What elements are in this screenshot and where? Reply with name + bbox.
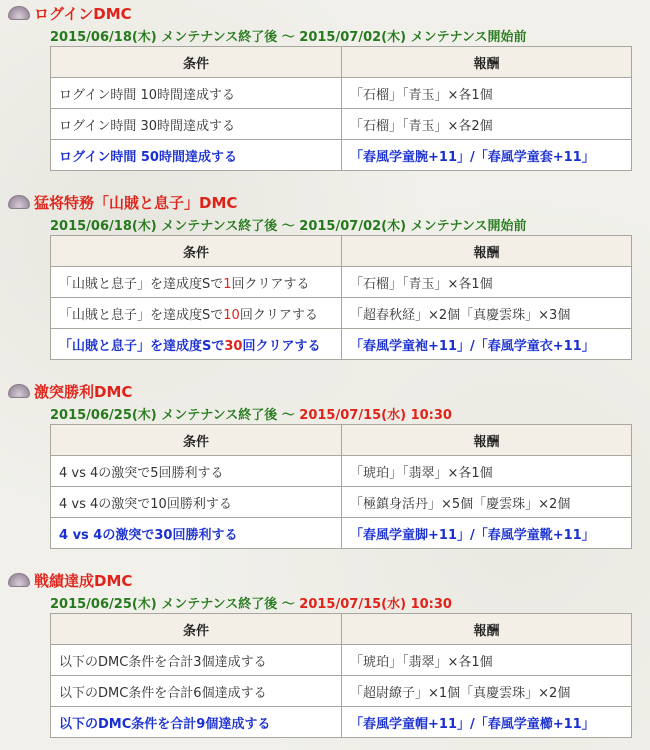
section-title-text: 猛将特務「山賊と息子」DMC — [34, 193, 238, 212]
reward-cell: 「春風学童腕+11」/「春風学童套+11」 — [342, 140, 632, 171]
period-end: 2015/07/15(水) 10:30 — [299, 597, 452, 612]
reward-cell: 「石榴」「青玉」×各1個 — [342, 267, 632, 298]
table-row — [51, 456, 632, 487]
table-row — [51, 267, 632, 298]
reward-cell: 「石榴」「青玉」×各2個 — [342, 109, 632, 140]
condition-count: 1 — [223, 276, 232, 292]
condition-text: ログイン時間 30時間達成する — [59, 118, 236, 134]
column-header-reward: 報酬 — [342, 425, 632, 456]
condition-text: 4 vs 4の激突で10回勝利する — [59, 496, 232, 512]
period-end: 2015/07/02(木) メンテナンス開始前 — [299, 30, 527, 45]
reward-table — [50, 613, 632, 738]
condition-text: 「山賊と息子」を達成度Sで — [59, 307, 224, 323]
condition-suffix: 回クリアする — [239, 307, 318, 323]
event-period — [50, 593, 452, 611]
table-row — [51, 487, 632, 518]
table-row — [51, 298, 632, 329]
table-header-row — [51, 236, 632, 267]
period-separator: ～ — [277, 219, 300, 234]
section-title — [8, 191, 237, 213]
condition-cell — [51, 707, 342, 738]
condition-text: 以下のDMC条件を合計6個達成する — [59, 685, 267, 701]
condition-suffix: 回クリアする — [242, 338, 321, 354]
section-title — [8, 569, 132, 591]
condition-cell — [51, 298, 342, 329]
condition-text: 以下のDMC条件を合計3個達成する — [59, 654, 267, 670]
condition-suffix: 回クリアする — [231, 276, 310, 292]
condition-cell — [51, 109, 342, 140]
condition-text: 4 vs 4の激突で5回勝利する — [59, 465, 224, 481]
condition-text: 「山賊と息子」を達成度Sで — [59, 338, 225, 354]
period-end: 2015/07/15(水) 10:30 — [299, 408, 452, 423]
table-header-row — [51, 47, 632, 78]
column-header-condition: 条件 — [51, 47, 342, 78]
shell-icon — [8, 384, 30, 398]
condition-cell — [51, 140, 342, 171]
event-period — [50, 215, 527, 233]
condition-cell — [51, 267, 342, 298]
condition-cell — [51, 518, 342, 549]
shell-icon — [8, 573, 30, 587]
condition-text: 「山賊と息子」を達成度Sで — [59, 276, 224, 292]
reward-cell: 「超尉繚子」×1個「真慶雲珠」×2個 — [342, 676, 632, 707]
section-title — [8, 2, 132, 24]
period-start: 2015/06/25(木) メンテナンス終了後 — [50, 597, 278, 612]
reward-table — [50, 235, 632, 360]
section-title-text: 激突勝利DMC — [34, 382, 133, 401]
condition-text: ログイン時間 50時間達成する — [59, 149, 237, 165]
column-header-condition: 条件 — [51, 425, 342, 456]
condition-text: 4 vs 4の激突で30回勝利する — [59, 527, 238, 543]
table-row — [51, 329, 632, 360]
condition-cell — [51, 645, 342, 676]
table-row — [51, 645, 632, 676]
period-start: 2015/06/18(木) メンテナンス終了後 — [50, 30, 278, 45]
section-title-text: 戦績達成DMC — [34, 571, 133, 590]
reward-cell: 「琥珀」「翡翠」×各1個 — [342, 456, 632, 487]
condition-cell — [51, 329, 342, 360]
period-separator: ～ — [277, 30, 300, 45]
event-period — [50, 404, 452, 422]
table-row — [51, 140, 632, 171]
column-header-reward: 報酬 — [342, 47, 632, 78]
condition-text: 以下のDMC条件を合計9個達成する — [59, 716, 271, 732]
column-header-reward: 報酬 — [342, 236, 632, 267]
period-separator: ～ — [277, 408, 300, 423]
reward-cell: 「超春秋経」×2個「真慶雲珠」×3個 — [342, 298, 632, 329]
table-row — [51, 78, 632, 109]
condition-count: 30 — [224, 338, 243, 354]
table-row — [51, 707, 632, 738]
period-start: 2015/06/18(木) メンテナンス終了後 — [50, 219, 278, 234]
reward-table — [50, 424, 632, 549]
column-header-condition: 条件 — [51, 236, 342, 267]
condition-cell — [51, 78, 342, 109]
event-period — [50, 26, 527, 44]
table-header-row — [51, 614, 632, 645]
reward-cell: 「春風学童帽+11」/「春風学童櫛+11」 — [342, 707, 632, 738]
column-header-reward: 報酬 — [342, 614, 632, 645]
reward-cell: 「琥珀」「翡翠」×各1個 — [342, 645, 632, 676]
shell-icon — [8, 195, 30, 209]
condition-cell — [51, 456, 342, 487]
period-separator: ～ — [277, 597, 300, 612]
section-title-text: ログインDMC — [34, 4, 132, 23]
reward-table — [50, 46, 632, 171]
table-header-row — [51, 425, 632, 456]
column-header-condition: 条件 — [51, 614, 342, 645]
reward-cell: 「石榴」「青玉」×各1個 — [342, 78, 632, 109]
reward-cell: 「春風学童脚+11」/「春風学童靴+11」 — [342, 518, 632, 549]
shell-icon — [8, 6, 30, 20]
period-start: 2015/06/25(木) メンテナンス終了後 — [50, 408, 278, 423]
reward-cell: 「春風学童袍+11」/「春風学童衣+11」 — [342, 329, 632, 360]
reward-cell: 「極鎮身活丹」×5個「慶雲珠」×2個 — [342, 487, 632, 518]
period-end: 2015/07/02(木) メンテナンス開始前 — [299, 219, 527, 234]
condition-text: ログイン時間 10時間達成する — [59, 87, 236, 103]
section-title — [8, 380, 132, 402]
condition-cell — [51, 676, 342, 707]
condition-cell — [51, 487, 342, 518]
table-row — [51, 676, 632, 707]
table-row — [51, 518, 632, 549]
table-row — [51, 109, 632, 140]
condition-count: 10 — [223, 307, 240, 323]
